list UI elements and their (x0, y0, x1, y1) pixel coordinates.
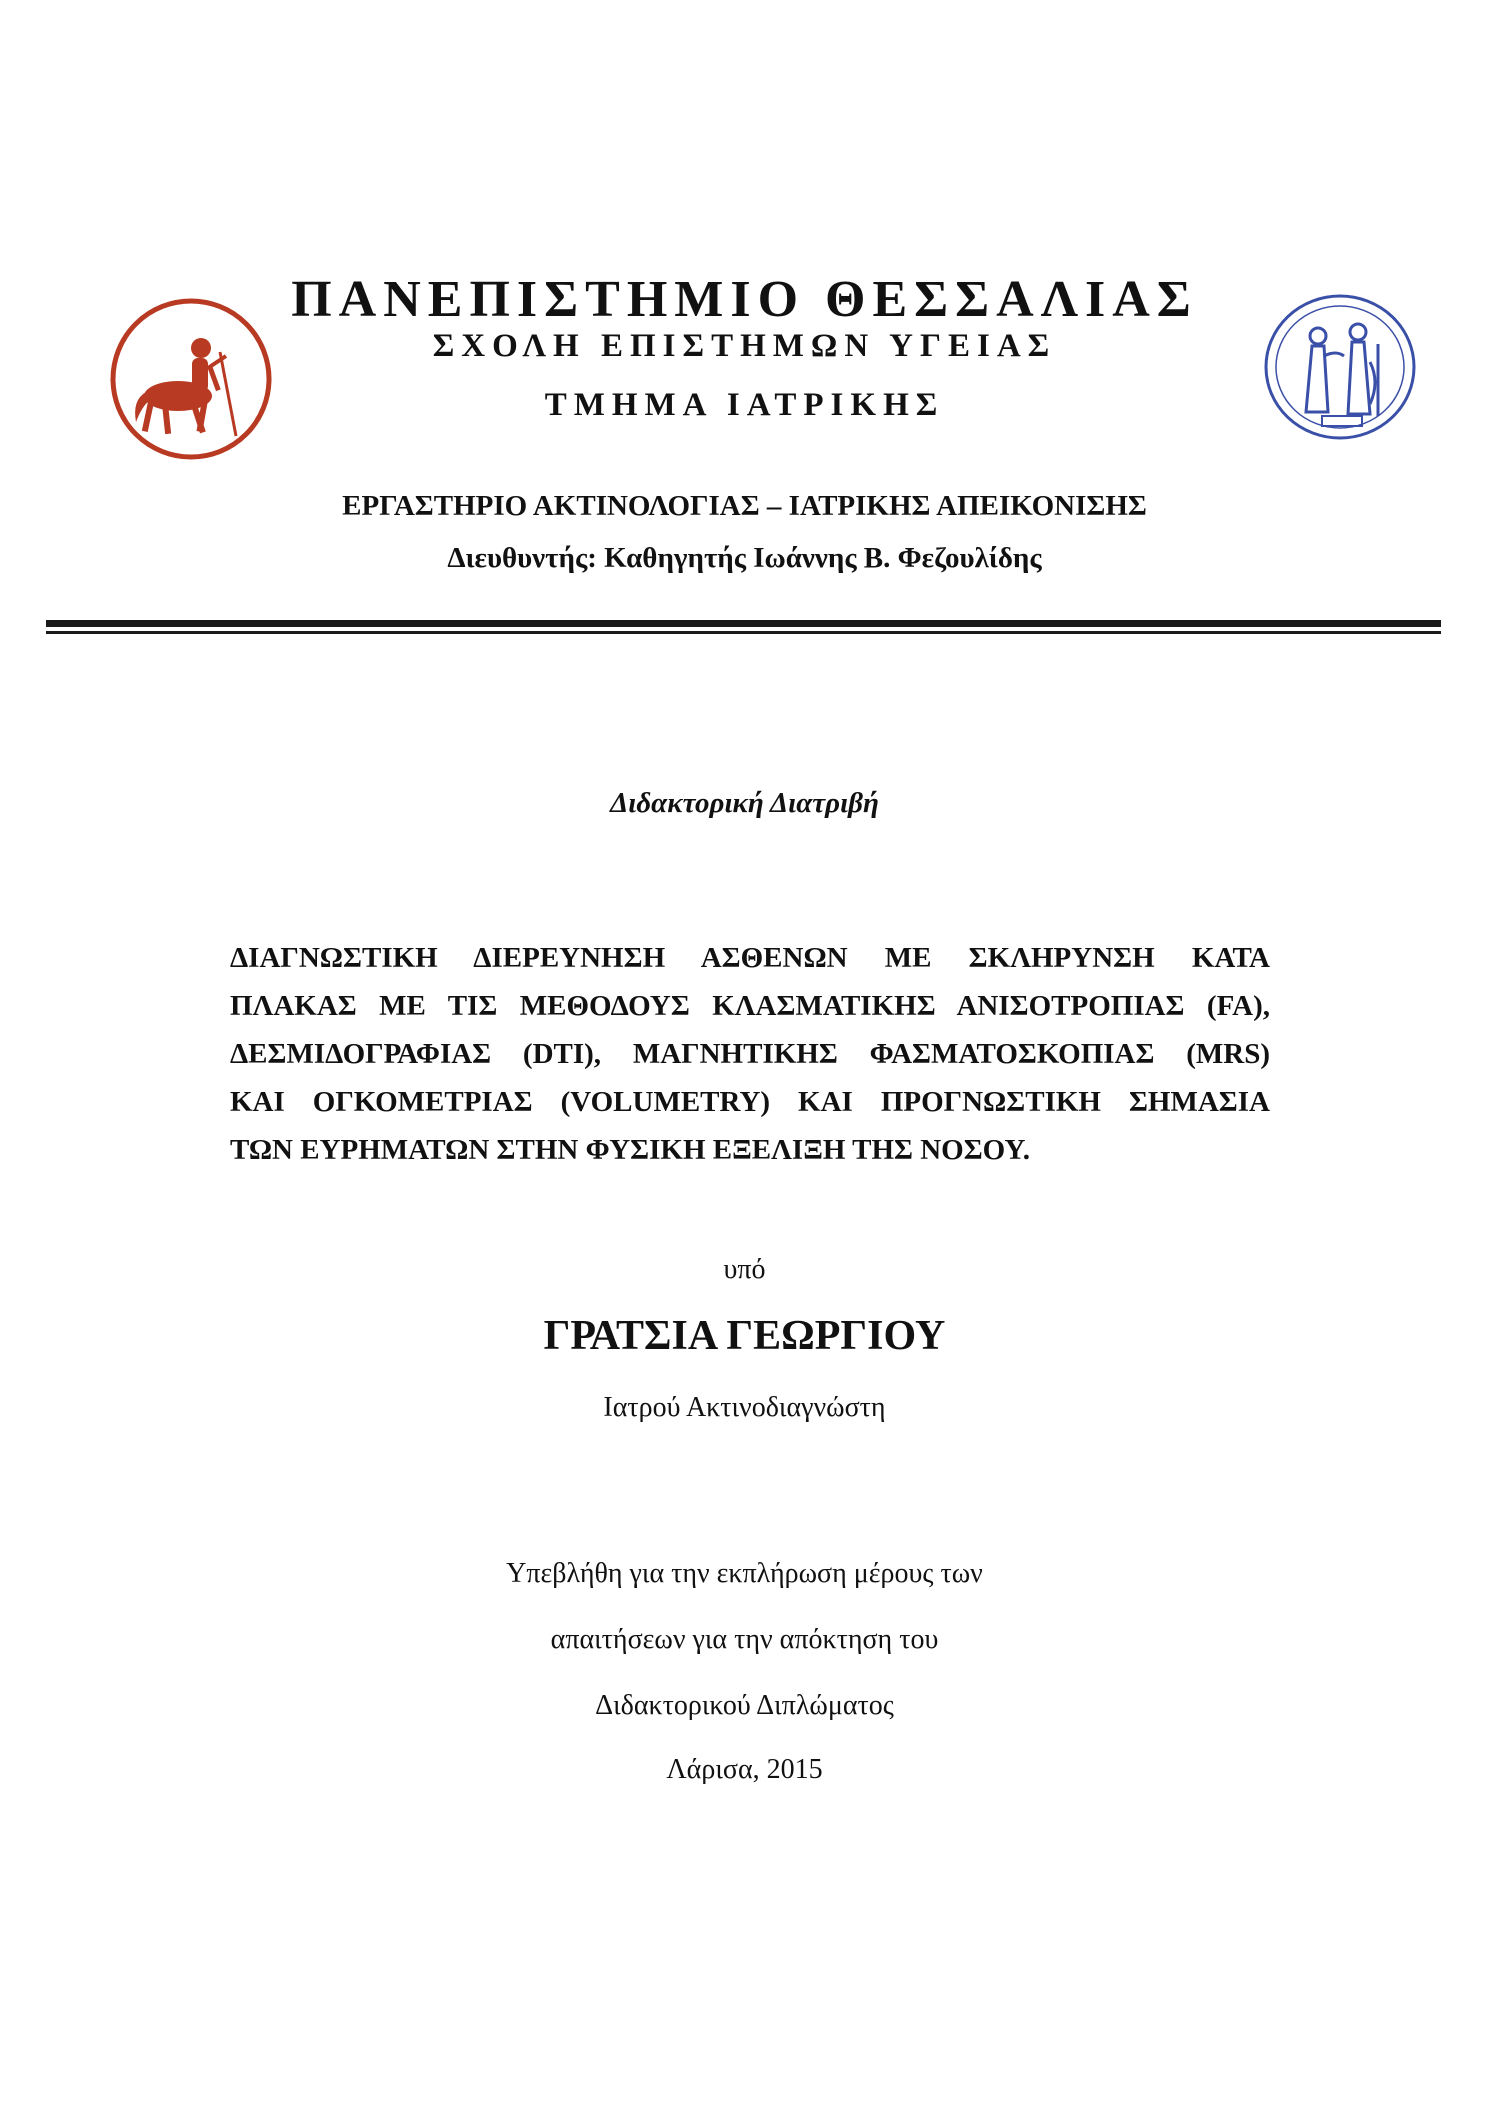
author-name: ΓΡΑΤΣΙΑ ΓΕΩΡΓΙΟΥ (543, 1313, 946, 1359)
submission-line: Υπεβλήθη για την εκπλήρωση μέρους των (506, 1558, 983, 1589)
title-line: ΔΙΑΓΝΩΣΤΙΚΗ ΔΙΕΡΕΥΝΗΣΗ ΑΣΘΕΝΩΝ ΜΕ ΣΚΛΗΡΥΝΣΗ ΚΑΤΑ (230, 942, 1270, 974)
submission-line: Διδακτορικού Διπλώματος (595, 1690, 894, 1721)
document-type: Διδακτορική Διατριβή (610, 787, 879, 819)
title-line: ΠΛΑΚΑΣ ΜΕ ΤΙΣ ΜΕΘΟΔΟΥΣ ΚΛΑΣΜΑΤΙΚΗΣ ΑΝΙΣΟΤΡΟΠΙΑΣ (FA), (230, 990, 1270, 1022)
thesis-title (230, 934, 1270, 1174)
place-date: Λάρισα, 2015 (666, 1754, 823, 1785)
submission-line: απαιτήσεων για την απόκτηση του (550, 1624, 939, 1655)
director-line: Διευθυντής: Καθηγητής Ιωάννης Β. Φεζουλίδης (447, 542, 1042, 574)
header-divider-thin (46, 631, 1441, 634)
university-name: ΠΑΝΕΠΙΣΤΗΜΙΟ ΘΕΣΣΑΛΙΑΣ (291, 271, 1198, 328)
author-role: Ιατρού Ακτινοδιαγνώστη (603, 1392, 886, 1423)
header-divider-thick (46, 620, 1441, 627)
department-name: ΤΜΗΜΑ ΙΑΤΡΙΚΗΣ (544, 387, 945, 423)
title-line: ΚΑΙ ΟΓΚΟΜΕΤΡΙΑΣ (VOLUMETRY) ΚΑΙ ΠΡΟΓΝΩΣΤΙΚΗ ΣΗΜΑΣΙΑ (230, 1086, 1270, 1118)
title-line: ΔΕΣΜΙΔΟΓΡΑΦΙΑΣ (DTI), ΜΑΓΝΗΤΙΚΗΣ ΦΑΣΜΑΤΟΣΚΟΠΙΑΣ (MRS) (230, 1038, 1270, 1070)
by-label: υπό (723, 1254, 766, 1285)
title-line: ΤΩΝ ΕΥΡΗΜΑΤΩΝ ΣΤΗΝ ΦΥΣΙΚΗ ΕΞΕΛΙΞΗ ΤΗΣ ΝΟΣΟΥ. (230, 1134, 1031, 1166)
laboratory-name: ΕΡΓΑΣΤΗΡΙΟ ΑΚΤΙΝΟΛΟΓΙΑΣ – ΙΑΤΡΙΚΗΣ ΑΠΕΙΚΟΝΙΣΗΣ (342, 490, 1147, 522)
school-name: ΣΧΟΛΗ ΕΠΙΣΤΗΜΩΝ ΥΓΕΙΑΣ (432, 328, 1057, 364)
